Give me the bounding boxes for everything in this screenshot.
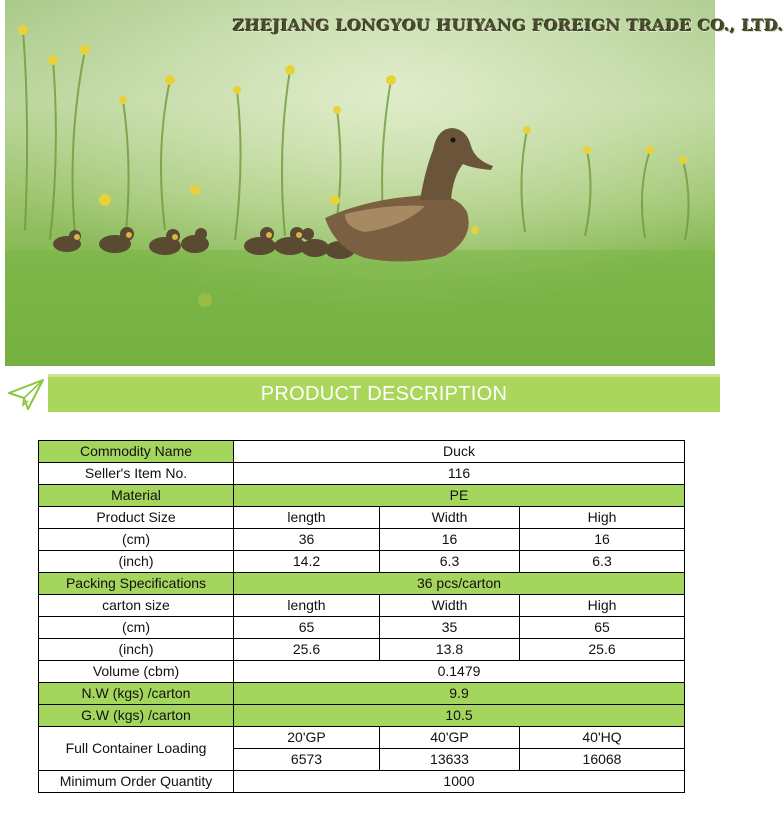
duck-family-photo — [5, 0, 715, 366]
carton-size-inch-label: (inch) — [39, 639, 234, 661]
gross-weight-value: 10.5 — [234, 705, 685, 727]
net-weight-value: 9.9 — [234, 683, 685, 705]
hero-photo — [5, 0, 784, 366]
sellers-item-no-label: Seller's Item No. — [39, 463, 234, 485]
product-size-inch-high: 6.3 — [520, 551, 685, 573]
product-size-header-width: Width — [380, 507, 520, 529]
table-row — [39, 683, 685, 705]
carton-size-cm-width: 35 — [380, 617, 520, 639]
product-size-inch-width: 6.3 — [380, 551, 520, 573]
volume-label: Volume (cbm) — [39, 661, 234, 683]
product-size-cm-high: 16 — [520, 529, 685, 551]
container-header-20gp: 20'GP — [234, 727, 380, 749]
company-name-watermark: ZHEJIANG LONGYOU HUIYANG FOREIGN TRADE CO., LTD. — [233, 16, 784, 35]
table-row — [39, 617, 685, 639]
product-size-header-high: High — [520, 507, 685, 529]
product-size-header-length: length — [234, 507, 380, 529]
sellers-item-no-value: 116 — [234, 463, 685, 485]
carton-size-label: carton size — [39, 595, 234, 617]
moq-label: Minimum Order Quantity — [39, 771, 234, 793]
carton-size-header-length: length — [234, 595, 380, 617]
product-size-inch-label: (inch) — [39, 551, 234, 573]
product-size-inch-length: 14.2 — [234, 551, 380, 573]
table-row — [39, 507, 685, 529]
commodity-name-value: Duck — [234, 441, 685, 463]
table-row — [39, 639, 685, 661]
table-row — [39, 595, 685, 617]
material-label: Material — [39, 485, 234, 507]
carton-size-inch-width: 13.8 — [380, 639, 520, 661]
table-row — [39, 463, 685, 485]
product-size-label: Product Size — [39, 507, 234, 529]
container-header-40gp: 40'GP — [380, 727, 520, 749]
product-size-cm-label: (cm) — [39, 529, 234, 551]
container-header-40hq: 40'HQ — [520, 727, 685, 749]
table-row — [39, 727, 685, 749]
material-value: PE — [234, 485, 685, 507]
table-row — [39, 573, 685, 595]
carton-size-header-width: Width — [380, 595, 520, 617]
table-row — [39, 529, 685, 551]
commodity-name-label: Commodity Name — [39, 441, 234, 463]
container-value-40gp: 13633 — [380, 749, 520, 771]
packing-specifications-value: 36 pcs/carton — [234, 573, 685, 595]
table-row — [39, 551, 685, 573]
table-row — [39, 485, 685, 507]
table-row — [39, 441, 685, 463]
carton-size-cm-length: 65 — [234, 617, 380, 639]
product-size-cm-width: 16 — [380, 529, 520, 551]
volume-value: 0.1479 — [234, 661, 685, 683]
container-value-20gp: 6573 — [234, 749, 380, 771]
paper-plane-icon — [6, 374, 46, 414]
table-row — [39, 705, 685, 727]
carton-size-inch-high: 25.6 — [520, 639, 685, 661]
carton-size-cm-label: (cm) — [39, 617, 234, 639]
container-value-40hq: 16068 — [520, 749, 685, 771]
banner-title: PRODUCT DESCRIPTION — [260, 383, 508, 405]
gross-weight-label: G.W (kgs) /carton — [39, 705, 234, 727]
full-container-loading-label: Full Container Loading — [39, 727, 234, 771]
net-weight-label: N.W (kgs) /carton — [39, 683, 234, 705]
moq-value: 1000 — [234, 771, 685, 793]
table-row — [39, 771, 685, 793]
product-size-cm-length: 36 — [234, 529, 380, 551]
carton-size-cm-high: 65 — [520, 617, 685, 639]
product-description-banner — [48, 374, 720, 412]
carton-size-inch-length: 25.6 — [234, 639, 380, 661]
product-spec-table — [38, 440, 685, 793]
packing-specifications-label: Packing Specifications — [39, 573, 234, 595]
table-row — [39, 661, 685, 683]
carton-size-header-high: High — [520, 595, 685, 617]
